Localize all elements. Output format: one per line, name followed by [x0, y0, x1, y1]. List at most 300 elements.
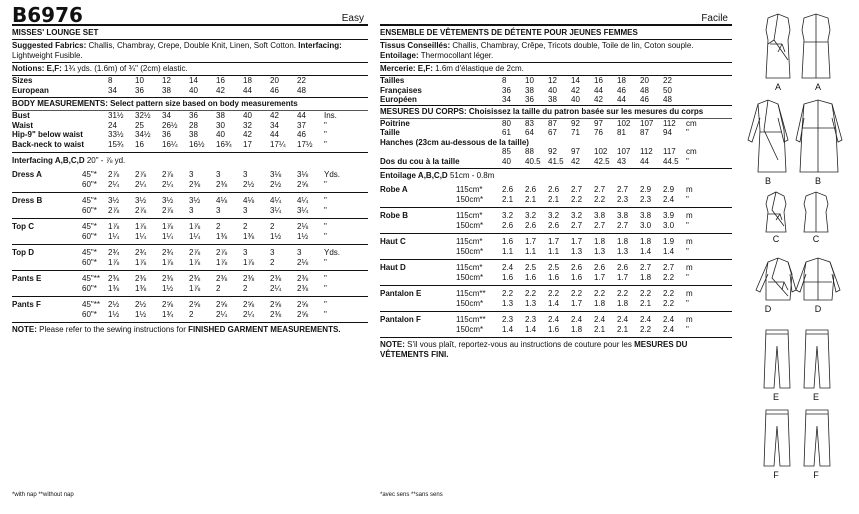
figure-label: F: [813, 470, 819, 480]
value-cell: 4⅛: [243, 193, 270, 206]
value-cell: 1.6: [525, 272, 537, 282]
value-cell: 1.8: [640, 272, 652, 282]
value-cell: 44: [243, 85, 252, 95]
row-label: Françaises: [380, 85, 422, 95]
unit-cell: [324, 76, 368, 86]
value-cell: 15¾: [108, 139, 124, 149]
interfacing-row-label-fr: Entoilage A,B,C,D: [380, 171, 448, 180]
row-label: Poitrine: [380, 118, 410, 128]
unit-cell: cm: [686, 118, 697, 128]
value-cell: 48: [297, 85, 306, 95]
fabric-width: 60"*: [82, 231, 97, 241]
value-cell: 48: [663, 95, 672, 104]
fabric-width: 115cm*: [456, 208, 502, 221]
row-label: Waist: [12, 120, 34, 130]
value-cell: 2.3: [617, 194, 629, 204]
value-cell: 1⅞: [189, 219, 216, 232]
value-cell: 2½: [243, 179, 255, 189]
value-cell: 2.2: [571, 194, 583, 204]
value-cell: 2.3: [640, 194, 652, 204]
unit-cell: ": [324, 205, 327, 215]
value-cell: 1.7: [617, 272, 629, 282]
value-cell: 2.6: [548, 185, 560, 194]
value-cell: 2⅝: [162, 297, 189, 310]
value-cell: 2.4: [548, 312, 571, 325]
interfacing-label: Interfacing:: [298, 41, 342, 50]
unit-cell: ": [686, 220, 689, 230]
value-cell: 1¼: [108, 231, 120, 241]
body-measurements-table-fr: [380, 119, 732, 167]
row-label: Bust: [12, 111, 30, 120]
value-cell: 2¼: [162, 179, 174, 189]
row-label: European: [12, 85, 49, 95]
unit-cell: m: [686, 208, 732, 221]
unit-cell: ": [324, 193, 368, 206]
value-cell: 2.6: [548, 220, 560, 230]
fabric-width: 45"*: [82, 193, 108, 206]
value-cell: 3: [189, 205, 194, 215]
value-cell: 42: [243, 130, 252, 139]
value-cell: 20: [270, 76, 279, 85]
value-cell: 2½: [108, 297, 135, 310]
value-cell: 2.4: [663, 194, 675, 204]
figure-label: C: [772, 234, 780, 244]
top-c-front-drawing: [766, 192, 786, 232]
fabric-width: 45"**: [82, 271, 108, 284]
value-cell: 2.3: [502, 312, 525, 325]
garment-name: Top D: [12, 245, 82, 258]
garment-name: Pants F: [12, 297, 82, 310]
value-cell: 3: [297, 245, 324, 258]
notions-text-fr: 1.6m d'élastique de 2cm.: [435, 64, 524, 73]
garment-name: [380, 325, 456, 338]
fabric-width: 60"*: [82, 179, 97, 189]
value-cell: 1.3: [525, 298, 537, 308]
value-cell: 2⅜: [216, 271, 243, 284]
value-cell: 2⅞: [108, 205, 120, 215]
value-cell: 2¾: [135, 245, 162, 258]
value-cell: 2⅜: [270, 309, 282, 319]
unit-cell: ": [324, 219, 368, 232]
value-cell: 46: [640, 95, 649, 104]
value-cell: 83: [525, 118, 534, 128]
value-cell: 34: [108, 85, 117, 95]
value-cell: 112: [663, 118, 676, 128]
value-cell: 2: [216, 283, 221, 293]
value-cell: 38: [162, 85, 171, 95]
unit-cell: Yds.: [324, 245, 368, 258]
unit-cell: cm: [686, 147, 697, 156]
garment-name: [380, 299, 456, 312]
note-bold-fr: MESURES DU VÊTEMENTS FINI.: [380, 340, 688, 359]
value-cell: 1.1: [525, 246, 537, 256]
value-cell: 1½: [135, 309, 147, 319]
value-cell: 4⅛: [216, 193, 243, 206]
value-cell: 44: [617, 95, 626, 104]
value-cell: 36: [189, 111, 198, 120]
value-cell: 30: [216, 120, 225, 130]
interfacing-row-value: 20" - ⅞ yd.: [86, 156, 126, 165]
value-cell: 1.8: [594, 298, 606, 308]
value-cell: 2.7: [617, 220, 629, 230]
value-cell: 2.5: [548, 260, 571, 273]
value-cell: 3.0: [663, 220, 675, 230]
value-cell: 34½: [135, 130, 151, 139]
value-cell: 43: [617, 156, 626, 166]
value-cell: 10: [525, 76, 534, 85]
note-text: Please refer to the sewing instructions for: [36, 325, 189, 334]
table-row: [12, 86, 368, 96]
top-c-back-drawing: [804, 192, 828, 232]
footnote: *with nap **without nap: [12, 492, 74, 498]
value-cell: 1.7: [594, 272, 606, 282]
value-cell: 2⅜: [189, 179, 201, 189]
garment-name: [380, 273, 456, 286]
value-cell: 2.4: [663, 312, 686, 325]
value-cell: 46: [617, 85, 626, 95]
value-cell: 1.6: [548, 324, 560, 334]
value-cell: 2: [270, 257, 275, 267]
value-cell: 18: [243, 76, 252, 85]
value-cell: 81: [617, 128, 626, 137]
value-cell: 41.5: [548, 156, 564, 166]
dress-a-front-drawing: [766, 14, 790, 78]
yardage-row: [12, 284, 368, 297]
table-row: [380, 119, 732, 129]
value-cell: 1.1: [548, 246, 560, 256]
value-cell: 2⅜: [243, 271, 270, 284]
value-cell: 33½: [108, 130, 124, 139]
value-cell: 2.1: [548, 194, 560, 204]
value-cell: 3¼: [270, 205, 282, 215]
english-header: [12, 0, 368, 26]
unit-cell: [686, 86, 732, 96]
table-row: [380, 86, 732, 96]
value-cell: 1⅞: [162, 219, 189, 232]
value-cell: 40: [571, 95, 580, 104]
value-cell: 2.2: [571, 286, 594, 299]
fabric-width: 115cm*: [456, 185, 483, 194]
garment-name: [380, 247, 456, 260]
table-row: [12, 111, 368, 121]
interfacing-label-fr: Entoilage:: [380, 51, 419, 60]
garment-name: [380, 221, 456, 234]
pants-f-back-drawing: [804, 410, 830, 466]
value-cell: 2.2: [663, 298, 675, 308]
value-cell: 25: [135, 120, 144, 130]
garment-name: Robe B: [380, 208, 456, 221]
yardage-row: [12, 193, 368, 206]
value-cell: 3⅛: [297, 170, 309, 179]
garment-name: Haut D: [380, 260, 456, 273]
dress-a-back-drawing: [802, 14, 830, 78]
value-cell: 2.6: [525, 220, 537, 230]
value-cell: 2⅜: [297, 271, 324, 284]
value-cell: 2.2: [594, 194, 606, 204]
dress-b-back-drawing: [796, 100, 842, 172]
value-cell: 40.5: [525, 156, 541, 166]
unit-cell: ": [686, 246, 689, 256]
french-column: [380, 0, 732, 498]
value-cell: 2⅝: [270, 297, 297, 310]
value-cell: 2.4: [663, 324, 675, 334]
fabric-width: 45"*: [82, 245, 108, 258]
value-cell: 2.1: [640, 298, 652, 308]
fabric-width: 115cm**: [456, 286, 502, 299]
value-cell: 2.2: [663, 286, 686, 299]
table-row: [380, 76, 732, 86]
fabric-width: 115cm**: [456, 312, 502, 325]
fabric-width: 60"*: [82, 257, 97, 267]
value-cell: 2: [216, 219, 243, 232]
difficulty-label: Easy: [341, 13, 364, 24]
value-cell: 1.4: [525, 324, 537, 334]
value-cell: 17: [243, 139, 252, 149]
value-cell: 2¼: [108, 179, 120, 189]
value-cell: 2¾: [162, 245, 189, 258]
value-cell: 2⅞: [189, 245, 216, 258]
unit-cell: ": [324, 271, 368, 284]
value-cell: 16¼: [162, 139, 178, 149]
value-cell: 2¼: [216, 309, 228, 319]
table-row: [380, 95, 732, 105]
fabrics-paragraph-fr: [380, 40, 732, 62]
value-cell: 2.7: [594, 185, 606, 194]
yardage-row: [12, 271, 368, 284]
unit-cell: m: [686, 260, 732, 273]
value-cell: 3.0: [640, 220, 652, 230]
value-cell: 3: [216, 205, 221, 215]
value-cell: 1⅞: [189, 257, 201, 267]
value-cell: 2.6: [594, 260, 617, 273]
unit-cell: [686, 95, 732, 105]
value-cell: 36: [502, 85, 511, 95]
yardage-row: [380, 182, 732, 195]
value-cell: 1.4: [502, 324, 514, 334]
value-cell: 2.3: [525, 312, 548, 325]
value-cell: 2.6: [502, 220, 514, 230]
french-header: [380, 0, 732, 26]
hip-label: Hanches (23cm au-dessous de la taille): [380, 137, 529, 147]
garment-name: [380, 195, 456, 208]
row-label: Sizes: [12, 76, 33, 85]
yardage-row: [12, 297, 368, 310]
notions-label-fr: Mercerie: E,F:: [380, 64, 433, 73]
value-cell: 1¼: [162, 231, 174, 241]
value-cell: 2: [243, 219, 270, 232]
garment-name: Dress B: [12, 193, 82, 206]
interfacing-row: [12, 153, 368, 167]
fabrics-label-fr: Tissus Conseillés:: [380, 41, 451, 50]
value-cell: 36: [135, 85, 144, 95]
value-cell: 2⅞: [108, 170, 120, 179]
value-cell: 40: [548, 85, 557, 95]
value-cell: 92: [548, 147, 557, 156]
unit-cell: Ins.: [324, 111, 337, 120]
value-cell: 2.9: [640, 185, 652, 194]
yardage-row: [12, 310, 368, 323]
value-cell: 3.9: [663, 208, 686, 221]
value-cell: 2⅜: [189, 271, 216, 284]
value-cell: 2⅝: [297, 297, 324, 310]
notions-label: Notions: E,F:: [12, 64, 62, 73]
value-cell: 1⅞: [216, 257, 228, 267]
value-cell: 87: [640, 128, 649, 137]
fabrics-text-fr: Challis, Chambray, Crêpe, Tricots double, Toile de lin, Coton souple.: [452, 41, 694, 50]
value-cell: 10: [135, 76, 144, 85]
figure-label: A: [814, 82, 821, 92]
value-cell: 42: [571, 85, 580, 95]
value-cell: 3: [243, 205, 248, 215]
value-cell: 80: [502, 118, 511, 128]
unit-cell: ": [324, 139, 327, 149]
value-cell: 17½: [297, 139, 313, 149]
value-cell: 2.6: [571, 260, 594, 273]
value-cell: 44: [270, 130, 279, 139]
value-cell: 1¼: [135, 231, 147, 241]
value-cell: 44: [297, 111, 306, 120]
value-cell: 88: [525, 147, 534, 156]
fabrics-text: Challis, Chambray, Crepe, Double Knit, Linen, Soft Cotton.: [88, 41, 296, 50]
value-cell: 2: [243, 283, 248, 293]
yardage-table-fr: [380, 182, 732, 337]
value-cell: 36: [525, 95, 534, 104]
unit-cell: ": [686, 194, 689, 204]
value-cell: 2.2: [617, 286, 640, 299]
value-cell: 17¼: [270, 139, 286, 149]
value-cell: 48: [640, 85, 649, 95]
unit-cell: m: [686, 286, 732, 299]
difficulty-label-fr: Facile: [701, 13, 728, 24]
note-bold: FINISHED GARMENT MEASUREMENTS.: [188, 325, 341, 334]
unit-cell: ": [324, 231, 327, 241]
value-cell: 42: [270, 111, 279, 120]
garment-name: [12, 258, 82, 271]
value-cell: 1½: [108, 309, 120, 319]
fabric-width: 60"*: [82, 283, 97, 293]
value-cell: 2.4: [594, 312, 617, 325]
yardage-row: [380, 273, 732, 286]
value-cell: 2.4: [502, 260, 525, 273]
value-cell: 46: [270, 85, 279, 95]
body-measurements-table: [12, 111, 368, 149]
fabrics-paragraph: [12, 40, 368, 62]
size-table-fr: [380, 76, 732, 105]
notions-line-fr: [380, 63, 732, 75]
value-cell: 2.4: [617, 312, 640, 325]
value-cell: 20: [640, 76, 649, 85]
figure-label: B: [814, 176, 821, 186]
value-cell: 2.5: [525, 260, 548, 273]
fabric-width: 150cm*: [456, 194, 484, 204]
figure-label: E: [812, 392, 819, 402]
fabric-width: 150cm*: [456, 272, 484, 282]
size-table: [12, 76, 368, 95]
value-cell: 2.1: [502, 194, 514, 204]
row-label: [380, 147, 502, 157]
value-cell: 1.8: [617, 234, 640, 247]
value-cell: 1.6: [548, 272, 560, 282]
value-cell: 2.2: [525, 286, 548, 299]
yardage-row: [380, 299, 732, 312]
value-cell: 1.3: [502, 298, 514, 308]
top-d-back-drawing: [796, 258, 840, 300]
value-cell: 3: [216, 170, 221, 179]
value-cell: 3.2: [502, 208, 525, 221]
value-cell: 97: [594, 118, 603, 128]
value-cell: 2.7: [571, 185, 583, 194]
pants-e-front-drawing: [764, 330, 790, 388]
pattern-title: MISSES' LOUNGE SET: [12, 28, 99, 37]
value-cell: 92: [571, 118, 580, 128]
value-cell: 16: [216, 76, 225, 85]
value-cell: 2.1: [525, 194, 537, 204]
value-cell: 38: [525, 85, 534, 95]
unit-cell: ": [324, 120, 327, 130]
fabric-width: 45"*: [82, 170, 97, 179]
unit-cell: ": [324, 283, 327, 293]
value-cell: 1.8: [571, 324, 583, 334]
note-prefix: NOTE:: [12, 325, 37, 334]
value-cell: 2.7: [571, 220, 583, 230]
value-cell: 2.2: [502, 286, 525, 299]
garment-name: Haut C: [380, 234, 456, 247]
top-d-front-drawing: [756, 258, 796, 300]
value-cell: 2.7: [663, 260, 686, 273]
value-cell: 3: [243, 245, 270, 258]
value-cell: 2¼: [270, 283, 282, 293]
pants-f-front-drawing: [764, 410, 790, 466]
yardage-row: [380, 286, 732, 299]
table-row: [12, 121, 368, 131]
value-cell: 2.6: [617, 260, 640, 273]
value-cell: 1½: [270, 231, 282, 241]
value-cell: 34: [502, 95, 511, 104]
value-cell: 2¼: [135, 179, 147, 189]
fabric-width: 115cm*: [456, 260, 502, 273]
value-cell: 44: [594, 85, 603, 95]
unit-cell: ": [686, 156, 689, 166]
value-cell: 2⅜: [162, 271, 189, 284]
value-cell: 24: [108, 120, 117, 130]
value-cell: 12: [548, 76, 557, 85]
yardage-row: [12, 206, 368, 219]
english-column: [12, 0, 368, 498]
value-cell: 2.4: [640, 312, 663, 325]
value-cell: 2½: [270, 179, 282, 189]
value-cell: 32: [243, 120, 252, 130]
dress-b-front-drawing: [748, 100, 788, 172]
value-cell: 1.8: [617, 298, 629, 308]
value-cell: 1½: [162, 283, 174, 293]
value-cell: 2.2: [640, 324, 652, 334]
fabric-width: 60"*: [82, 205, 97, 215]
table-row: [12, 140, 368, 150]
value-cell: 2¾: [108, 245, 135, 258]
value-cell: 3.2: [548, 208, 571, 221]
row-label: Européen: [380, 95, 417, 104]
pants-e-back-drawing: [804, 330, 830, 388]
garment-name: [12, 310, 82, 323]
value-cell: 3½: [162, 193, 189, 206]
value-cell: 3.8: [617, 208, 640, 221]
value-cell: 1⅜: [135, 283, 147, 293]
value-cell: 16¾: [216, 139, 232, 149]
value-cell: 32½: [135, 111, 151, 120]
row-label: Back-neck to waist: [12, 139, 85, 149]
value-cell: 44.5: [663, 156, 679, 166]
fabric-width: 45"*: [82, 219, 108, 232]
